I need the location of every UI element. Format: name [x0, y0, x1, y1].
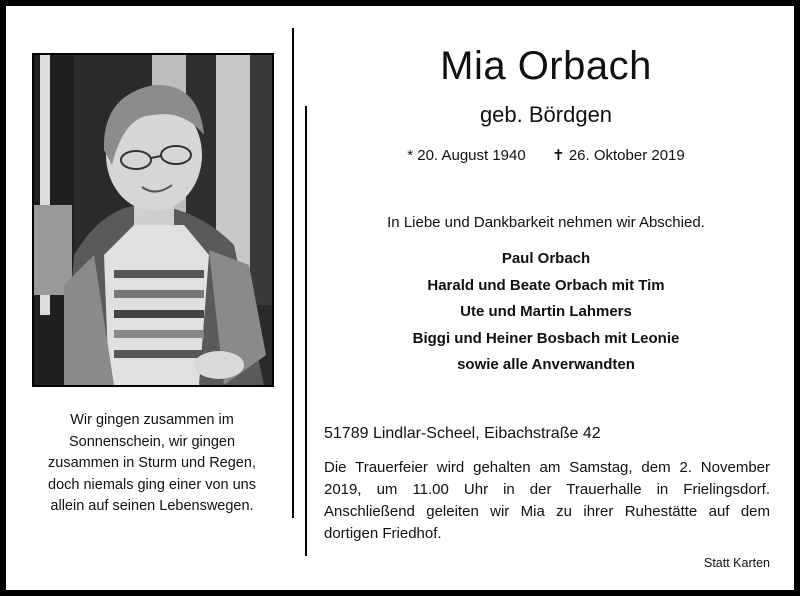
mourners-list	[312, 246, 780, 379]
maiden-name: geb. Bördgen	[479, 102, 613, 127]
quote-line: zusammen in Sturm und Regen,	[48, 455, 256, 471]
life-dates	[312, 146, 780, 164]
memorial-quote	[26, 410, 278, 518]
deceased-name: Mia Orbach	[440, 44, 652, 88]
portrait-photo	[32, 53, 274, 387]
farewell-text: In Liebe und Dankbarkeit nehmen wir Abschied.	[387, 214, 705, 231]
mourner-line: Paul Orbach	[501, 250, 591, 267]
address: 51789 Lindlar-Scheel, Eibachstraße 42	[324, 425, 601, 442]
birth-star-icon: *	[407, 147, 414, 164]
portrait-illustration	[34, 55, 272, 385]
service-info	[324, 457, 770, 545]
vertical-divider-left	[292, 28, 294, 518]
mourner-line: Ute und Martin Lahmers	[460, 303, 632, 320]
quote-line: allein auf seinen Lebenswegen.	[50, 498, 254, 514]
obituary-card	[6, 6, 794, 590]
quote-line: doch niemals ging einer von uns	[48, 476, 256, 493]
death-cross-icon: ✝	[552, 147, 565, 164]
service-line: dortigen Friedhof.	[324, 525, 442, 542]
death-date: 26. Oktober 2019	[568, 147, 685, 164]
footer-note: Statt Karten	[703, 556, 770, 570]
service-line: Die Trauerfeier wird gehalten am Samstag, dem 2. November	[324, 459, 770, 476]
quote-line: Sonnenschein, wir gingen	[68, 433, 236, 450]
mourner-line: sowie alle Anverwandten	[457, 356, 635, 373]
vertical-divider-right	[305, 106, 307, 556]
service-line: Anschließend geleiten wir Mia zu ihrer Ruhestätte auf dem	[324, 503, 770, 520]
quote-line: Wir gingen zusammen im	[70, 412, 234, 428]
mourner-line: Harald und Beate Orbach mit Tim	[427, 276, 665, 294]
birth-date: 20. August 1940	[417, 147, 526, 164]
service-line: 2019, um 11.00 Uhr in der Trauerhalle in Frielingsdorf.	[324, 481, 770, 498]
mourner-line: Biggi und Heiner Bosbach mit Leonie	[412, 329, 680, 347]
